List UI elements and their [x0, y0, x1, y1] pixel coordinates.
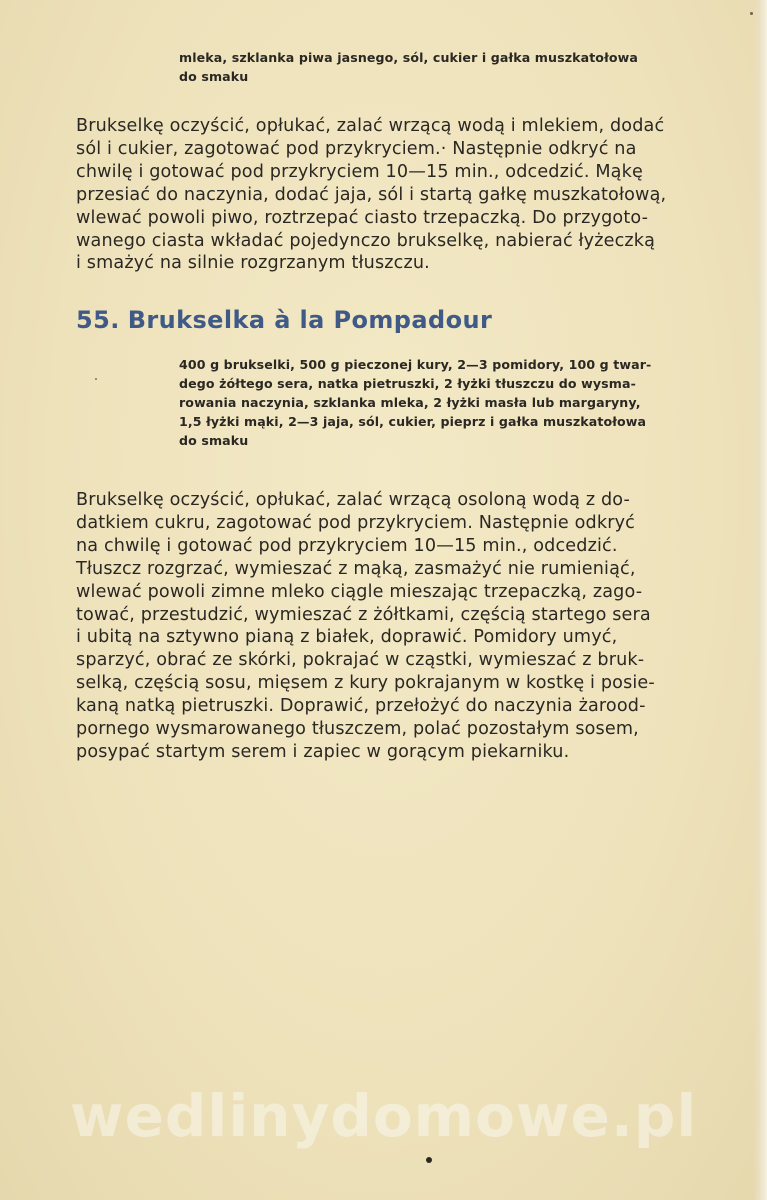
- page-dot: [426, 1157, 432, 1163]
- site-watermark: wedlinydomowe.pl: [70, 1082, 698, 1150]
- recipe-title: Brukselka à la Pompadour: [127, 306, 493, 334]
- recipe-method: Brukselkę oczyścić, opłukać, zalać wrzącą osoloną wodą z do- datkiem cukru, zagotować pod przykryciem. Następnie odkryć na chwilę i gotować pod przykryciem 10—15 min., odcedzić. Tłuszcz rozgrzać, wymieszać z mąką, zasmażyć nie rumieniąć, wlewać powoli zimne mleko ciągle mieszając trzepaczką, zago- tować, przestudzić, wymieszać z żółtkami, częścią startego sera i ubitą na sztywno pianą z białek, doprawić. Pomidory umyć, sparzyć, obrać ze skórki, pokrajać w cząstki, wymieszać z bruk- selką, częścią sosu, mięsem z kury pokrajanym w kostkę i posie- kaną natką pietruszki. Doprawić, przełożyć do naczynia żarood- pornego wysmarowanego tłuszczem, polać pozostałym sosem, posypać startym serem i zapiec w gorącym piekarniku.: [76, 490, 655, 762]
- page-edge: [753, 0, 767, 1200]
- recipe-number: 55.: [76, 306, 120, 334]
- recipe-ingredients: 400 g brukselki, 500 g pieczonej kury, 2—3 pomidory, 100 g twar- dego żółtego sera, natka pietruszki, 2 łyżki tłuszczu do wysma- rowania naczynia, szklanka mleka, 2 łyżki masła lub margaryny, 1,5 łyżki mąki, 2—3 jaja, sól, cukier, pieprz i gałka muszkatołowa do smaku: [179, 357, 652, 448]
- print-speck: [95, 378, 97, 380]
- previous-recipe-ingredients: mleka, szklanka piwa jasnego, sól, cukier i gałka muszkatołowa do smaku: [179, 50, 638, 84]
- previous-recipe-method: Brukselkę oczyścić, opłukać, zalać wrzącą wodą i mlekiem, dodać sól i cukier, zagotować pod przykryciem.· Następnie odkryć na chwilę i gotować pod przykryciem 10—15 min., odcedzić. Mąkę przesiać do naczynia, dodać jaja, sól i startą gałkę muszkatołową, wlewać powoli piwo, roztrzepać ciasto trzepaczką. Do przygoto- wanego ciasta wkładać pojedynczo brukselkę, nabierać łyżeczką i smażyć na silnie rozgrzanym tłuszczu.: [76, 116, 667, 274]
- corner-speck: [750, 12, 753, 15]
- recipe-heading: [76, 306, 492, 334]
